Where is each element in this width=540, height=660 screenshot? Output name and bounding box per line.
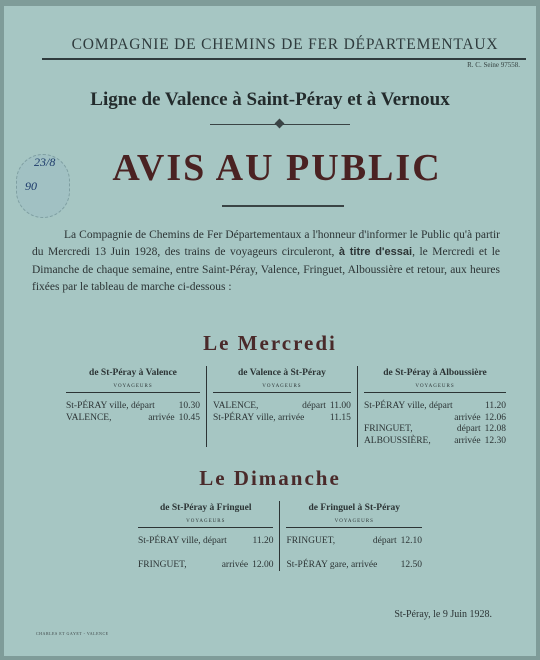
schedule-row: [364, 401, 506, 413]
schedule-column: [132, 501, 280, 571]
schedule-row: [213, 401, 351, 413]
signature-date: St-Péray, le 9 Juin 1928.: [394, 609, 492, 620]
mode: arrivée: [454, 435, 481, 446]
schedule-column: [280, 501, 428, 571]
time: 12.10: [400, 536, 422, 546]
schedule-row: [213, 413, 351, 425]
handwritten-note-2: 90: [25, 179, 37, 193]
column-subheading: VOYAGEURS: [66, 384, 200, 393]
time: 12.08: [484, 424, 506, 434]
time: 12.00: [252, 559, 274, 570]
schedule-row: [286, 536, 422, 548]
station: [364, 413, 368, 425]
poster: [4, 6, 536, 656]
time: 11.15: [329, 412, 351, 423]
schedule-row: [364, 436, 506, 448]
time: 11.20: [252, 536, 274, 546]
company-name: COMPAGNIE DE CHEMINS DE FER DÉPARTEMENTAUX: [71, 36, 499, 53]
time: 11.00: [329, 401, 351, 411]
station: FRINGUET,: [286, 536, 336, 546]
time: 12.06: [484, 412, 506, 423]
station: St-PÉRAY ville, départ: [138, 536, 227, 546]
time: 12.30: [484, 435, 506, 446]
wednesday-title: Le Mercredi: [203, 331, 337, 355]
mode: départ: [372, 536, 397, 546]
column-subheading: VOYAGEURS: [213, 384, 351, 393]
schedule-column: [60, 366, 206, 447]
station: St-PÉRAY ville, départ: [363, 401, 453, 411]
station: VALENCE,: [66, 412, 112, 423]
ornament-diamond-icon: [275, 119, 285, 129]
station: FRINGUET,: [138, 559, 187, 570]
mode: départ: [302, 401, 326, 411]
mode: départ: [456, 424, 481, 434]
column-heading: de Valence à St-Péray: [238, 368, 326, 378]
intro-emphasis: à titre d'essai: [338, 246, 413, 259]
time: 11.20: [484, 401, 506, 411]
station: St-PÉRAY ville, arrivée: [212, 412, 305, 423]
schedule-row: [66, 413, 200, 425]
intro-text-1: La Compagnie de Chemins de Fer Départementaux a l'honneur d'informer le Public qu'à partir du Mercredi 13 Juin 1928, des trains de voyageurs circuleront,: [32, 229, 500, 259]
schedule-row: [364, 424, 506, 436]
column-subheading: VOYAGEURS: [364, 384, 506, 393]
schedule-column: [357, 366, 512, 447]
sunday-schedule: [132, 501, 428, 571]
line-title: Ligne de Valence à Saint-Péray et à Vernoux: [90, 89, 450, 110]
schedule-column: [206, 366, 357, 447]
column-heading: de St-Péray à Alboussière: [383, 368, 487, 378]
time: 12.50: [400, 559, 422, 570]
schedule-row: [286, 560, 422, 572]
column-heading: de Fringuel à St-Péray: [308, 503, 401, 513]
mode: arrivée: [148, 412, 175, 423]
column-subheading: VOYAGEURS: [138, 519, 273, 528]
time: 10.30: [178, 401, 200, 411]
sunday-title: Le Dimanche: [199, 466, 341, 490]
column-subheading: VOYAGEURS: [286, 519, 422, 528]
station: VALENCE,: [212, 401, 259, 411]
column-heading: de St-Péray à Valence: [89, 368, 177, 378]
station: St-PÉRAY ville, départ: [66, 401, 155, 411]
schedule-row: [138, 536, 273, 548]
station: ALBOUSSIÈRE,: [363, 435, 431, 446]
wednesday-schedule: [60, 366, 512, 447]
station: FRINGUET,: [363, 424, 413, 434]
schedule-row: [364, 413, 506, 425]
mode: arrivée: [221, 559, 249, 570]
time: 10.45: [178, 412, 200, 423]
column-heading: de St-Péray à Fringuel: [159, 503, 252, 513]
intro-text-2: , le Mercredi et le Dimanche de chaque semaine, entre Saint-Péray, Valence, Fringuet, Alboussière et retour, aux heures fixées par le tableau de marche ci-dessous :: [32, 246, 500, 293]
station: St-PÉRAY gare, arrivée: [286, 559, 378, 570]
mode: arrivée: [454, 412, 481, 423]
printer-credit: CHARLES ET GAYET - VALENCE: [36, 631, 109, 636]
schedule-row: [138, 560, 273, 572]
header-rule: [42, 58, 526, 60]
intro-paragraph: [32, 227, 500, 296]
registration-number: R. C. Seine 97558.: [467, 61, 520, 69]
title-underline: [222, 205, 344, 207]
handwritten-note-1: 23/8: [34, 155, 56, 169]
main-title: AVIS AU PUBLIC: [112, 147, 442, 189]
schedule-row: [66, 401, 200, 413]
